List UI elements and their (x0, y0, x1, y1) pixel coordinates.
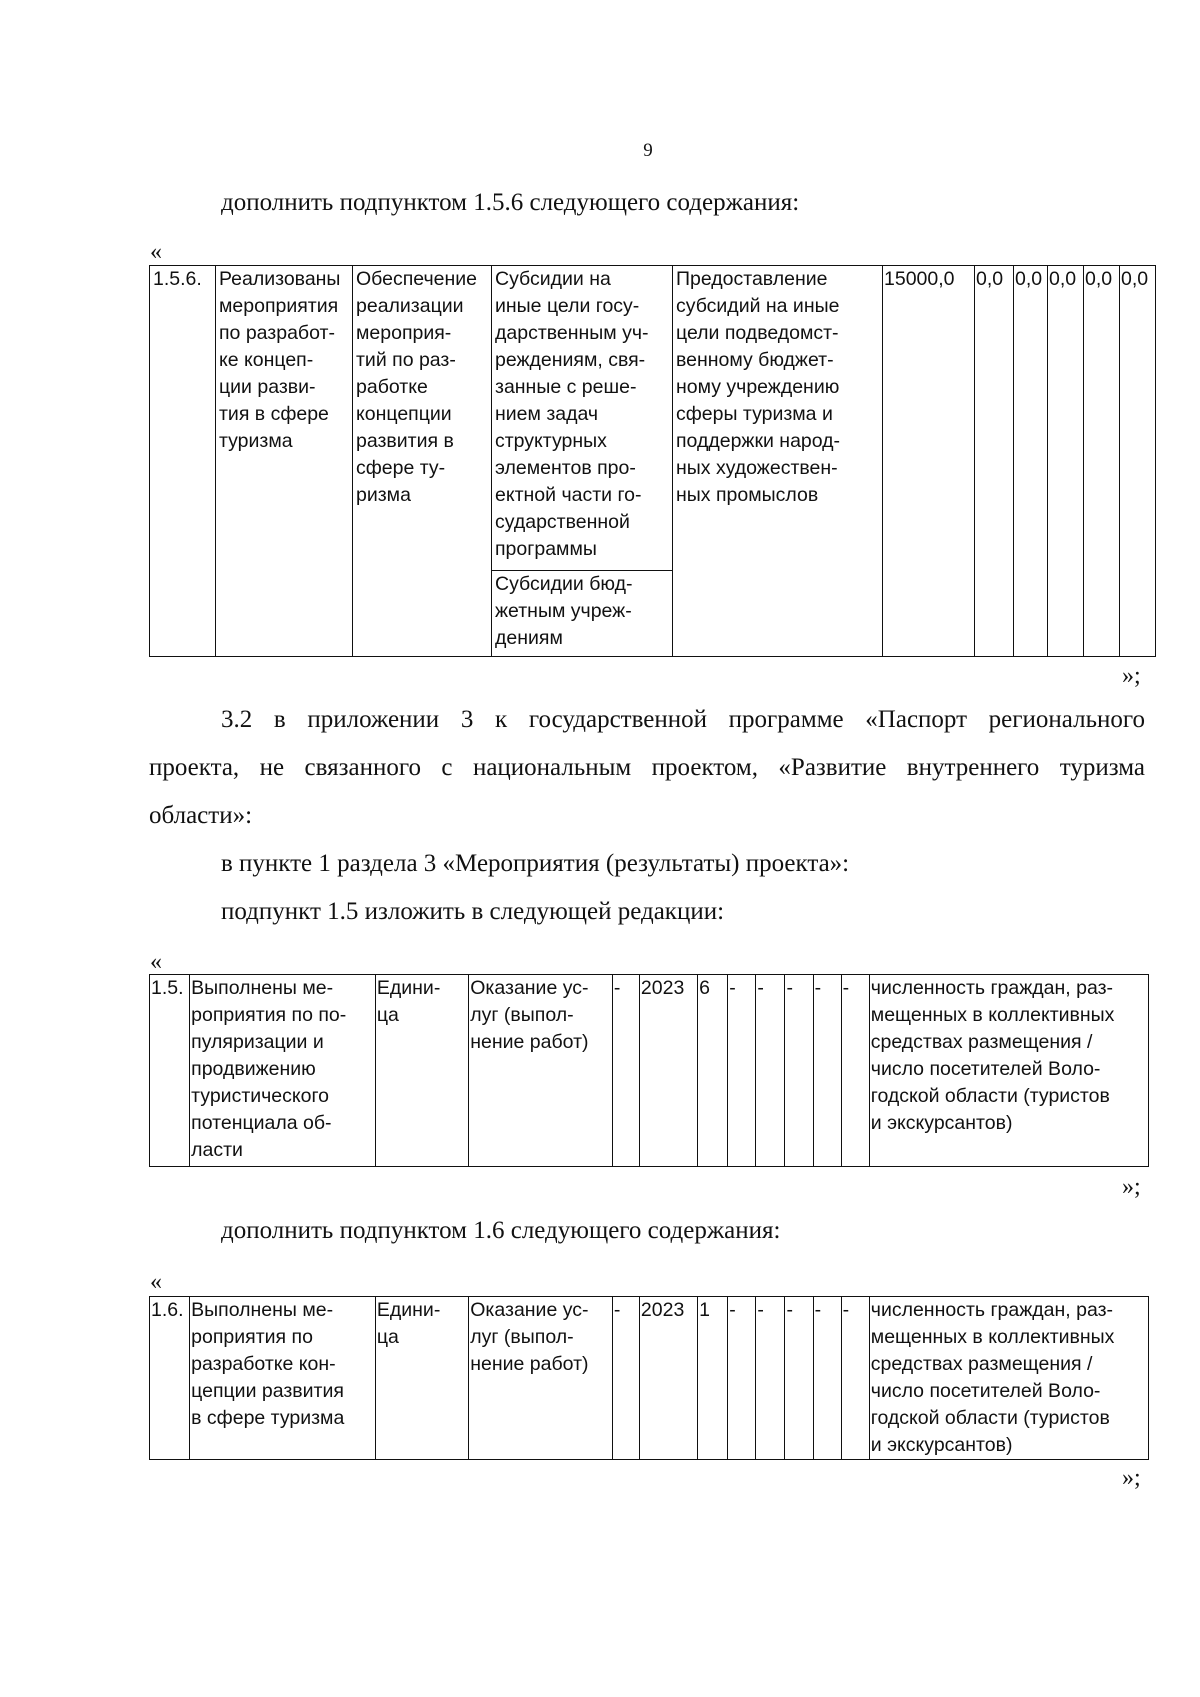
table2-dash-2: - (756, 975, 785, 1167)
table2-dash-4: - (813, 975, 841, 1167)
table-1-5 (149, 974, 1149, 1167)
table2-indicator: численность граждан, раз- мещенных в коллективных средствах размещения / число посетителей Воло- годской области (туристов и экскурсантов) (869, 975, 1148, 1167)
table1-activity: Обеспечение реализации мероприя- тий по раз- работке концепции развития в сфере ту- ризма (353, 266, 492, 657)
page-number: 9 (643, 140, 653, 161)
table3-dash-5: - (841, 1297, 869, 1460)
paragraph-3-2-line-2: проекта, не связанного с национальным проектом, «Развитие внутреннего туризма (149, 754, 1145, 781)
table2-type: Оказание ус- луг (выпол- нение работ) (469, 975, 613, 1167)
table3-unit: Едини- ца (375, 1297, 468, 1460)
table2-unit: Едини- ца (375, 975, 468, 1167)
table1-value-2: 0,0 (975, 266, 1014, 657)
table1-row-number: 1.5.6. (150, 266, 216, 657)
table1-result: Реализованы мероприятия по разработ- ке концеп- ции разви- тия в сфере туризма (216, 266, 353, 657)
table2-row-number: 1.5. (150, 975, 190, 1167)
table2-base: - (612, 975, 639, 1167)
table3-indicator: численность граждан, раз- мещенных в коллективных средствах размещения / число посетителей Воло- годской области (туристов и экскурсантов) (869, 1297, 1148, 1460)
table2-dash-3: - (785, 975, 813, 1167)
open-quote-2: « (150, 949, 162, 975)
table3-dash-3: - (785, 1297, 813, 1460)
table1-description: Предоставление субсидий на иные цели подведомст- венному бюджет- ному учреждению сферы туризма и поддержки народ- ных художествен- ных промыслов (673, 266, 883, 657)
table3-dash-4: - (813, 1297, 841, 1460)
table3-dash-1: - (728, 1297, 756, 1460)
paragraph-3-2-line-1: 3.2 в приложении 3 к государственной программе «Паспорт регионального (221, 706, 1145, 733)
paragraph-point-1: в пункте 1 раздела 3 «Мероприятия (результаты) проекта»: (221, 850, 850, 877)
table3-year: 2023 (639, 1297, 697, 1460)
table-1-6 (149, 1296, 1149, 1460)
paragraph-subpoint-1-5: подпункт 1.5 изложить в следующей редакции: (221, 898, 725, 925)
intro-paragraph-1: дополнить подпунктом 1.5.6 следующего содержания: (221, 189, 800, 216)
table3-dash-2: - (756, 1297, 785, 1460)
table2-value: 6 (698, 975, 728, 1167)
close-quote-1: »; (1122, 663, 1141, 689)
table1-value-total: 15000,0 (883, 266, 975, 657)
table1-funding-type-1: Субсидии на иные цели госу- дарственным уч- реждениям, свя- занные с реше- нием задач структурных элементов про- ектной части го- сударственной программы (492, 266, 673, 571)
close-quote-2: »; (1122, 1174, 1141, 1200)
table3-row-number: 1.6. (150, 1297, 190, 1460)
open-quote-3: « (150, 1269, 162, 1295)
table2-dash-5: - (841, 975, 869, 1167)
paragraph-3-2-line-3: области»: (149, 802, 253, 829)
table1-value-4: 0,0 (1048, 266, 1084, 657)
open-quote-1: « (150, 239, 162, 265)
intro-paragraph-1-6: дополнить подпунктом 1.6 следующего содержания: (221, 1217, 781, 1244)
table1-funding-type-2: Субсидии бюд- жетным учреж- дениям (492, 571, 673, 657)
table1-value-3: 0,0 (1014, 266, 1048, 657)
table1-value-5: 0,0 (1084, 266, 1120, 657)
table3-type: Оказание ус- луг (выпол- нение работ) (469, 1297, 613, 1460)
close-quote-3: »; (1122, 1465, 1141, 1491)
table-1-5-6 (149, 265, 1156, 657)
table3-value: 1 (698, 1297, 728, 1460)
table2-dash-1: - (728, 975, 756, 1167)
table3-name: Выполнены ме- роприятия по разработке кон- цепции развития в сфере туризма (190, 1297, 376, 1460)
table2-year: 2023 (639, 975, 697, 1167)
table2-name: Выполнены ме- роприятия по по- пуляризации и продвижению туристического потенциала об- ласти (190, 975, 376, 1167)
table1-value-6: 0,0 (1120, 266, 1156, 657)
table3-base: - (612, 1297, 639, 1460)
